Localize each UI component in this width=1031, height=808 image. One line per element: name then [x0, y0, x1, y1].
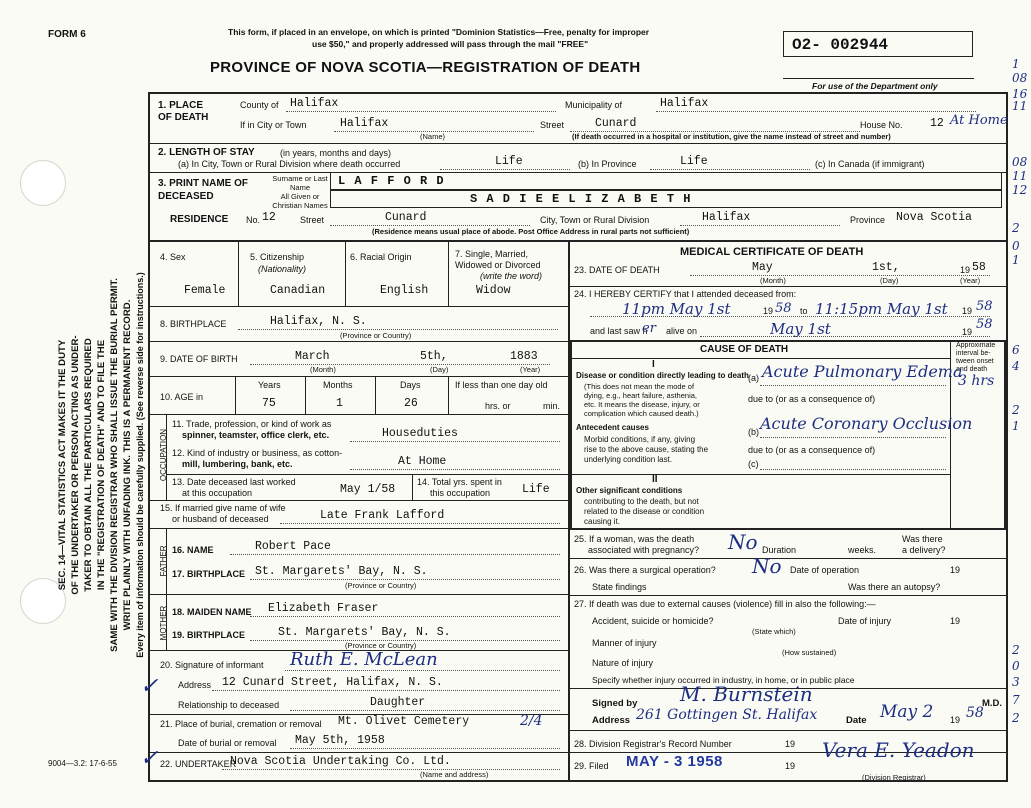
margin-mark: 1 — [1012, 57, 1020, 71]
side-line-7: Every item of information should be carefully supplied. (See reverse side for instructions.) — [135, 272, 145, 658]
stay-b-label: (b) In Province — [578, 159, 637, 169]
physician-yr: 58 — [966, 705, 984, 721]
md-label: M.D. — [982, 698, 1003, 709]
q26-yr: 19 — [950, 565, 961, 575]
occ-13-sub: at this occupation — [182, 488, 253, 498]
dob-year-caption: (Year) — [520, 365, 541, 374]
other-sub-3: causing it. — [584, 517, 621, 526]
last-saw-her: er — [642, 321, 656, 336]
death-month: May — [752, 261, 773, 274]
margin-mark: 16 — [1012, 87, 1028, 101]
father-birthplace-value: St. Margarets' Bay, N. S. — [255, 565, 428, 578]
dob-day: 5th, — [420, 350, 448, 363]
attended-to-label: to — [800, 306, 808, 316]
registrar-caption: (Division Registrar) — [862, 773, 926, 782]
attended-yr2: 19 — [962, 306, 973, 316]
death-yr-prefix: 19 — [960, 265, 971, 275]
place-label-text: 1. PLACE OF DEATH — [158, 100, 209, 123]
residence-no-value: 12 — [262, 211, 276, 224]
attended-to: 11:15pm May 1st — [815, 300, 948, 318]
relationship-value: Daughter — [370, 696, 426, 709]
death-date-label: 23. DATE OF DEATH — [574, 265, 660, 275]
ante-sub-2: rise to the above cause, stating the — [584, 445, 709, 454]
birthplace-sub: (Province or Country) — [340, 331, 412, 340]
street-label: Street — [540, 120, 565, 130]
age-months-value: 1 — [336, 397, 343, 410]
q27-label: 27. If death was due to external causes (violence) fill in also the following:— — [574, 599, 876, 609]
direct-sub-1: (This does not mean the mode of — [584, 382, 695, 391]
racial-value: English — [380, 284, 429, 297]
other-sub-1: contributing to the death, but not — [584, 497, 699, 506]
margin-mark: 12 — [1012, 183, 1028, 197]
spouse-label: 15. If married give name of wife — [160, 503, 286, 513]
mother-name-label: 18. MAIDEN NAME — [172, 607, 252, 617]
mail-notice-2: use $50," and properly addressed will pass through the mail "FREE" — [312, 39, 589, 49]
margin-mark: 0 — [1012, 239, 1020, 253]
margin-mark: 7 — [1012, 693, 1020, 707]
house-note-handwritten: At Home — [950, 113, 1008, 128]
occ-12-sub: mill, lumbering, bank, etc. — [182, 459, 293, 469]
other-label: Other significant conditions — [576, 486, 683, 495]
physician-yr-prefix: 19 — [950, 715, 961, 725]
cause-a-label: (a) — [748, 373, 759, 383]
residence-street-label: Street — [300, 215, 325, 225]
cause-b-value: Acute Coronary Occlusion — [760, 414, 973, 433]
spouse-label-2: or husband of deceased — [172, 514, 269, 524]
death-day-caption: (Day) — [880, 276, 899, 285]
due-to-2: due to (or as a consequence of) — [748, 445, 876, 455]
side-line-2: OF THE UNDERTAKER OR PERSON ACTING AS UNDER- — [70, 335, 81, 595]
informant-address-label: Address — [178, 680, 212, 690]
q25-weeks: weeks. — [848, 545, 877, 555]
death-day: 1st, — [872, 261, 900, 274]
burial-handwritten-note: 2/4 — [520, 713, 543, 729]
age-lt-label: If less than one day old — [455, 380, 548, 390]
margin-mark: 08 — [1012, 155, 1028, 169]
registrar-signature: Vera E. Yeadon — [822, 738, 975, 762]
birthplace-label: 8. BIRTHPLACE — [160, 319, 227, 329]
city-name-caption: (Name) — [420, 132, 446, 141]
occ-14-sub: this occupation — [430, 488, 491, 498]
mother-birthplace-label: 19. BIRTHPLACE — [172, 630, 246, 640]
q27-specify: Specify whether injury occurred in industry, in home, or in public place — [592, 675, 855, 685]
occ-11-sub: spinner, teamster, office clerk, etc. — [182, 430, 330, 440]
citizenship-label: 5. Citizenship — [250, 252, 305, 262]
dob-month: March — [295, 350, 330, 363]
ante-sub-3: underlying condition last. — [584, 455, 673, 464]
municipality-label: Municipality of — [565, 100, 623, 110]
margin-mark: 08 — [1012, 71, 1028, 85]
stay-a-label: (a) In City, Town or Rural Division where death occurred — [178, 159, 401, 169]
attended-yr1-value: 58 — [775, 301, 792, 316]
interval-4: and death — [956, 366, 988, 373]
q28-yr: 19 — [785, 739, 796, 749]
county-value: Halifax — [290, 97, 339, 110]
father-side-label: FATHER — [159, 545, 168, 577]
check-mark-undertaker: ✓ — [140, 746, 159, 771]
death-month-caption: (Month) — [760, 276, 786, 285]
age-hrs-label: hrs. or — [485, 401, 511, 411]
interval-3: tween onset — [956, 358, 994, 365]
margin-marks — [1008, 44, 1030, 764]
residence-city-value: Halifax — [702, 211, 751, 224]
cause-part-2: II — [652, 474, 658, 485]
q25-label-2: associated with pregnancy? — [588, 545, 700, 555]
dob-day-caption: (Day) — [430, 365, 449, 374]
age-days-label: Days — [400, 380, 421, 390]
marital-label-2: Widowed or Divorced — [455, 260, 541, 270]
father-name-label: 16. NAME — [172, 545, 214, 555]
side-line-5: SAME WITH THE DIVISION REGISTRAR WHO SHALL ISSUE THE BURIAL PERMIT. — [109, 278, 120, 652]
q25-delivery: a delivery? — [902, 545, 946, 555]
citizenship-sub: (Nationality) — [258, 264, 307, 274]
department-note: For use of the Department only — [812, 81, 938, 91]
direct-sub-2: dying, e.g., heart failure, asthenia, — [584, 391, 697, 400]
spouse-value: Late Frank Lafford — [320, 509, 445, 522]
father-name-value: Robert Pace — [255, 540, 331, 553]
q27-nature: Nature of injury — [592, 658, 654, 668]
given-label: All Given or Christian Names — [272, 192, 328, 210]
alive-yr: 19 — [962, 327, 973, 337]
physician-date-label: Date — [846, 715, 867, 726]
age-label: 10. AGE in — [160, 392, 204, 402]
stay-b-value: Life — [680, 155, 708, 168]
interval-1: Approximate — [956, 342, 996, 349]
q29-label: 29. Filed — [574, 761, 609, 771]
mother-side-label: MOTHER — [159, 605, 168, 641]
q26-findings: State findings — [592, 582, 647, 592]
registration-number: O2- 002944 — [792, 36, 889, 54]
attended-yr1: 19 — [763, 306, 774, 316]
informant-address-value: 12 Cunard Street, Halifax, N. S. — [222, 676, 443, 689]
margin-mark: 2 — [1012, 711, 1020, 725]
cause-a-value: Acute Pulmonary Edema — [762, 362, 963, 381]
municipality-value: Halifax — [660, 97, 709, 110]
surname-label: Surname or Last Name — [272, 174, 328, 192]
q27-yr: 19 — [950, 616, 961, 626]
physician-signature: M. Burnstein — [680, 682, 813, 706]
cause-b-label: (b) — [748, 427, 759, 437]
side-line-4: IN THE "REGISTRATION OF DEATH" AND TO FILE THE — [96, 339, 107, 591]
direct-sub-3: etc. It means the disease, injury, or — [584, 400, 700, 409]
street-value: Cunard — [595, 117, 637, 130]
age-days-value: 26 — [404, 397, 418, 410]
house-label: House No. — [860, 120, 903, 130]
form-title: PROVINCE OF NOVA SCOTIA—REGISTRATION OF DEATH — [210, 59, 641, 76]
stay-a-value: Life — [495, 155, 523, 168]
undertaker-sub: (Name and address) — [420, 770, 489, 779]
margin-mark: 11 — [1012, 99, 1028, 113]
marital-label-1: 7. Single, Married, — [455, 249, 529, 259]
occupation-side-label: OCCUPATION — [159, 428, 168, 482]
given-value: S A D I E E L I Z A B E T H — [470, 192, 692, 206]
dob-label: 9. DATE OF BIRTH — [160, 354, 238, 364]
signed-by-label: Signed by — [592, 698, 638, 709]
occ-11-label: 11. Trade, profession, or kind of work as — [172, 419, 332, 429]
residence-province-value: Nova Scotia — [896, 211, 972, 224]
margin-mark: 2 — [1012, 221, 1020, 235]
informant-sig-label: 20. Signature of informant — [160, 660, 264, 670]
citizenship-value: Canadian — [270, 284, 326, 297]
filed-stamp: MAY - 3 1958 — [626, 753, 723, 770]
father-birthplace-sub: (Province or Country) — [345, 581, 417, 590]
name-label-text: 3. PRINT NAME OF DECEASED — [158, 178, 249, 202]
stay-c-label: (c) In Canada (if immigrant) — [815, 159, 925, 169]
margin-mark: 3 — [1012, 675, 1020, 689]
last-saw-label: and last saw h — [590, 326, 648, 336]
dob-month-caption: (Month) — [310, 365, 336, 374]
residence-note: (Residence means usual place of abode. Post Office Address in rural parts not sufficient) — [372, 227, 690, 236]
mail-notice-1: This form, if placed in an envelope, on which is printed "Dominion Statistics—Free, penalty for improper — [228, 27, 650, 37]
physician-address: 261 Gottingen St. Halifax — [636, 707, 818, 723]
city-label: If in City or Town — [240, 120, 307, 130]
place-label — [158, 100, 218, 124]
cause-part-1: I — [652, 359, 655, 370]
q26-label: 26. Was there a surgical operation? — [574, 565, 716, 575]
burial-date-label: Date of burial or removal — [178, 738, 277, 748]
residence-label: RESIDENCE — [170, 214, 229, 225]
q25-was-there: Was there — [902, 534, 943, 544]
certify-label: 24. I HEREBY CERTIFY that I attended deceased from: — [574, 289, 797, 299]
attended-from: 11pm May 1st — [622, 300, 731, 318]
q28-label: 28. Division Registrar's Record Number — [574, 739, 732, 749]
county-label: County of — [240, 100, 279, 110]
side-line-3: TAKER TO OBTAIN ALL THE PARTICULARS REQUIRED — [83, 338, 94, 592]
house-value: 12 — [930, 117, 944, 130]
q27-date-injury: Date of injury — [838, 616, 892, 626]
margin-mark: 11 — [1012, 169, 1028, 183]
burial-date-value: May 5th, 1958 — [295, 734, 385, 747]
surname-value: L A F F O R D — [338, 174, 445, 188]
occ-14-value: Life — [522, 483, 550, 496]
occ-13-value: May 1/58 — [340, 483, 396, 496]
birthplace-value: Halifax, N. S. — [270, 315, 367, 328]
registration-number-box — [783, 31, 973, 57]
antecedent-label: Antecedent causes — [576, 423, 649, 432]
hospital-note: (If death occurred in a hospital or institution, give the name instead of street and number) — [572, 132, 891, 141]
physician-date: May 2 — [880, 702, 934, 722]
residence-city-label: City, Town or Rural Division — [540, 215, 650, 225]
q26-autopsy: Was there an autopsy? — [848, 582, 941, 592]
occ-13-label: 13. Date deceased last worked — [172, 477, 296, 487]
marital-label-3: (write the word) — [480, 271, 543, 281]
residence-no-label: No. — [246, 215, 261, 225]
mother-birthplace-value: St. Margarets' Bay, N. S. — [278, 626, 451, 639]
death-year: 58 — [972, 261, 986, 274]
q25-value: No — [728, 530, 758, 554]
side-line-1: SEC. 14—VITAL STATISTICS ACT MAKES IT THE DUTY — [57, 339, 68, 591]
attended-yr2-value: 58 — [976, 299, 993, 314]
q26-value: No — [752, 554, 782, 578]
side-line-6: WRITE PLAINLY WITH UNFADING INK. THIS IS A PERMANENT RECORD. — [122, 299, 133, 631]
q27-how: (How sustained) — [782, 648, 837, 657]
burial-place-value: Mt. Olivet Cemetery — [338, 715, 470, 728]
margin-mark: 2 — [1012, 403, 1020, 417]
margin-mark: 6 — [1012, 343, 1020, 357]
burial-label: 21. Place of burial, cremation or removal — [160, 719, 322, 729]
relationship-label: Relationship to deceased — [178, 700, 280, 710]
occ-14-label: 14. Total yrs. spent in — [417, 477, 502, 487]
mother-birthplace-sub: (Province or Country) — [345, 641, 417, 650]
informant-signature: Ruth E. McLean — [290, 649, 438, 670]
due-to-1: due to (or as a consequence of) — [748, 394, 876, 404]
mother-name-value: Elizabeth Fraser — [268, 602, 379, 615]
name-label — [158, 177, 268, 203]
occ-12-label: 12. Kind of industry or business, as cotton- — [172, 448, 343, 458]
q25-duration: Duration — [762, 545, 797, 555]
direct-label: Disease or condition directly leading to death — [576, 371, 749, 380]
residence-street-value: Cunard — [385, 211, 427, 224]
stay-label: 2. LENGTH OF STAY — [158, 147, 255, 158]
ante-sub-1: Morbid conditions, if any, giving — [584, 435, 696, 444]
q26-date-label: Date of operation — [790, 565, 860, 575]
occ-11-value: Houseduties — [382, 427, 458, 440]
alive-on-value: May 1st — [770, 320, 831, 338]
undertaker-value: Nova Scotia Undertaking Co. Ltd. — [230, 755, 451, 768]
sex-label: 4. Sex — [160, 252, 186, 262]
sex-value: Female — [184, 284, 226, 297]
stay-sub: (in years, months and days) — [280, 148, 392, 158]
physician-address-label: Address — [592, 715, 631, 726]
age-years-label: Years — [258, 380, 281, 390]
cause-title: CAUSE OF DEATH — [700, 344, 789, 355]
q25-label: 25. If a woman, was the death — [574, 534, 695, 544]
margin-mark: 1 — [1012, 419, 1020, 433]
q27-which: (State which) — [752, 627, 796, 636]
direct-sub-4: complication which caused death.) — [584, 409, 699, 418]
medical-title: MEDICAL CERTIFICATE OF DEATH — [680, 246, 864, 258]
margin-mark: 4 — [1012, 359, 1020, 373]
q29-yr: 19 — [785, 761, 796, 771]
racial-label: 6. Racial Origin — [350, 252, 412, 262]
margin-mark: 1 — [1012, 253, 1020, 267]
q27-accident: Accident, suicide or homicide? — [592, 616, 714, 626]
father-birthplace-label: 17. BIRTHPLACE — [172, 569, 246, 579]
dob-year: 1883 — [510, 350, 538, 363]
form-number: FORM 6 — [48, 29, 86, 40]
alive-yr-value: 58 — [976, 317, 993, 332]
city-value: Halifax — [340, 117, 389, 130]
margin-mark: 0 — [1012, 659, 1020, 673]
residence-province-label: Province — [850, 215, 886, 225]
cause-c-label: (c) — [748, 459, 759, 469]
cause-a-interval: 3 hrs — [958, 373, 995, 389]
interval-2: interval be- — [956, 350, 991, 357]
undertaker-label: 22. UNDERTAKER — [160, 759, 237, 769]
other-sub-2: related to the disease or condition — [584, 507, 705, 516]
death-year-caption: (Year) — [960, 276, 981, 285]
margin-mark: 2 — [1012, 643, 1020, 657]
alive-on-label: alive on — [666, 326, 698, 336]
age-months-label: Months — [323, 380, 353, 390]
age-years-value: 75 — [262, 397, 276, 410]
check-mark-informant: ✓ — [140, 674, 159, 699]
marital-value: Widow — [476, 284, 511, 297]
age-min-label: min. — [543, 401, 561, 411]
footer-code: 9004—3.2: 17-6-55 — [48, 759, 117, 768]
q27-manner: Manner of injury — [592, 638, 657, 648]
occ-12-value: At Home — [398, 455, 447, 468]
